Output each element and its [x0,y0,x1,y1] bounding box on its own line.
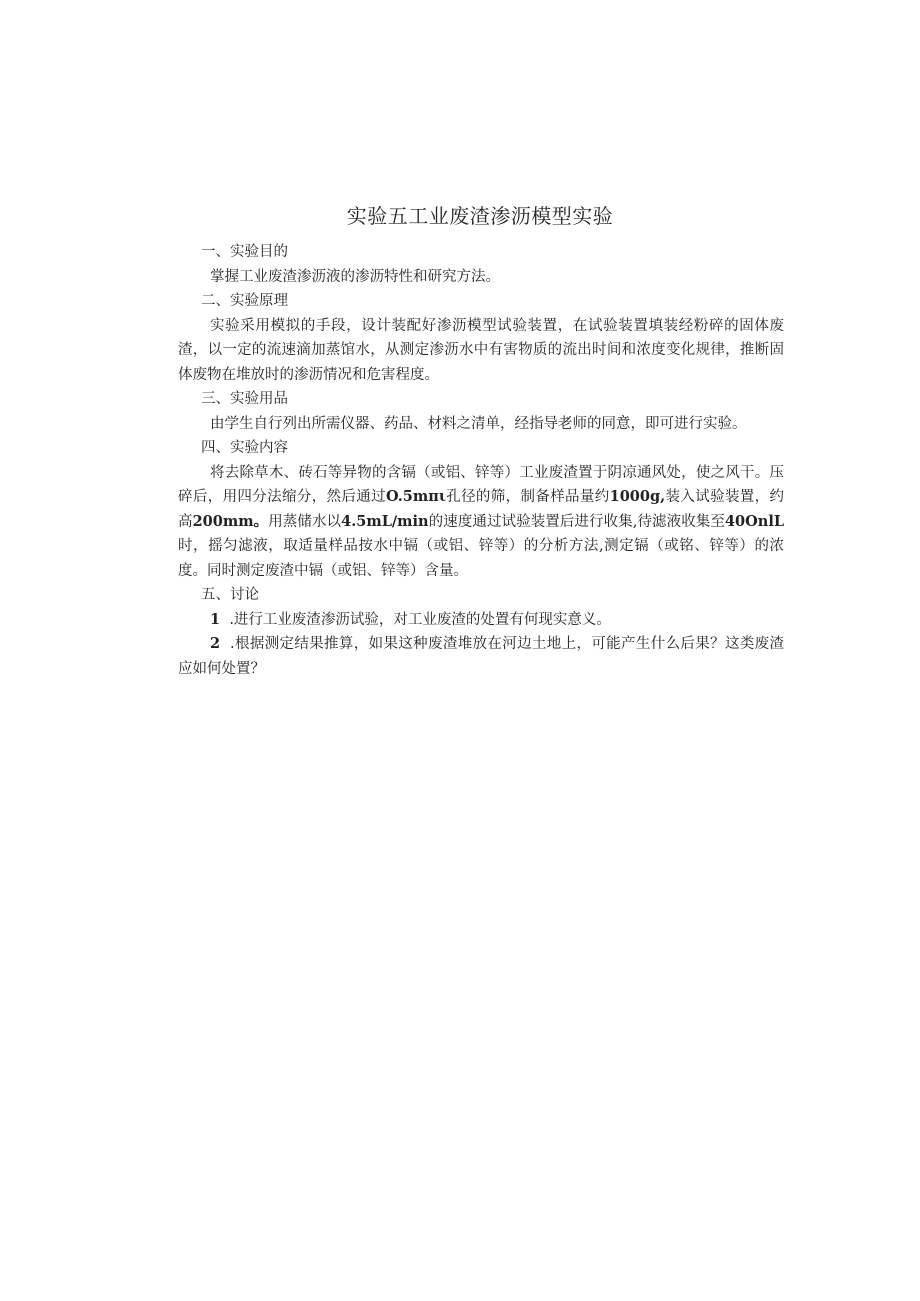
content-text-part1: 将去除草木、砖石等异物的含镉（或铝、锌等）工业废渣置于阴凉通风处，使之风干。压碎后，用四分法缩分，然后通过 [178,464,784,505]
sample-mass-value: 1000g, [609,488,666,505]
question-2-number: 2 [210,635,221,652]
filtrate-volume-value: 40OnlL [724,512,785,530]
discussion-question-1 [178,608,784,633]
content-text-part6: 时，摇匀滤液，取适量样品按水中镉（或铝、锌等）的分析方法,测定镉（或铭、锌等）的浓度。同时测定废渣中镉（或铝、锌等）含量。 [178,538,784,579]
question-1-text: .进行工业废渣渗沥试验，对工业废渣的处置有何现实意义。 [229,611,611,628]
fill-height-value: 200mm。 [192,512,269,530]
document-title: 实验五工业废渣渗沥模型实验 [346,204,614,228]
content-text-part2: 孔径的筛，制备样品量约 [445,489,610,505]
section-text-content [178,461,784,584]
sieve-size-value: O.5mπι [385,488,446,505]
section-heading-content: 四、实验内容 [201,440,288,456]
discussion-question-2 [178,632,784,681]
document-body [178,240,784,681]
question-2-text: .根据测定结果推算，如果这种废渣堆放在河边土地上，可能产生什么后果？这类废渣应如何处置？ [178,636,785,677]
section-heading-purpose: 一、实验目的 [201,244,288,260]
section-heading-supplies: 三、实验用品 [201,391,288,407]
content-text-part3: 装入试验装置，约高 [178,489,785,530]
content-text-part5: 的速度通过试验装置后进行收集,待滤液收集至 [428,513,725,530]
section-text-purpose: 掌握工业废渣渗沥液的渗沥特性和研究方法。 [210,268,500,285]
flow-rate-value: 4.5mL∕min [341,512,429,530]
section-heading-principle: 二、实验原理 [201,293,288,309]
question-1-number: 1 [210,610,221,628]
section-text-principle: 实验采用模拟的手段，设计装配好渗沥模型试验装置，在试验装置填装经粉碎的固体废渣，以一定的流速滴加蒸馆水，从测定渗沥水中有害物质的流出时间和浓度变化规律，推断固体废物在堆放时的渗沥情况和危害程度。 [178,317,784,383]
content-text-part4: 用蒸储水以 [268,513,342,530]
section-text-supplies: 由学生自行列出所需仪器、药品、材料之清单，经指导老师的同意，即可进行实验。 [210,415,747,432]
section-heading-discussion: 五、讨论 [201,587,259,603]
